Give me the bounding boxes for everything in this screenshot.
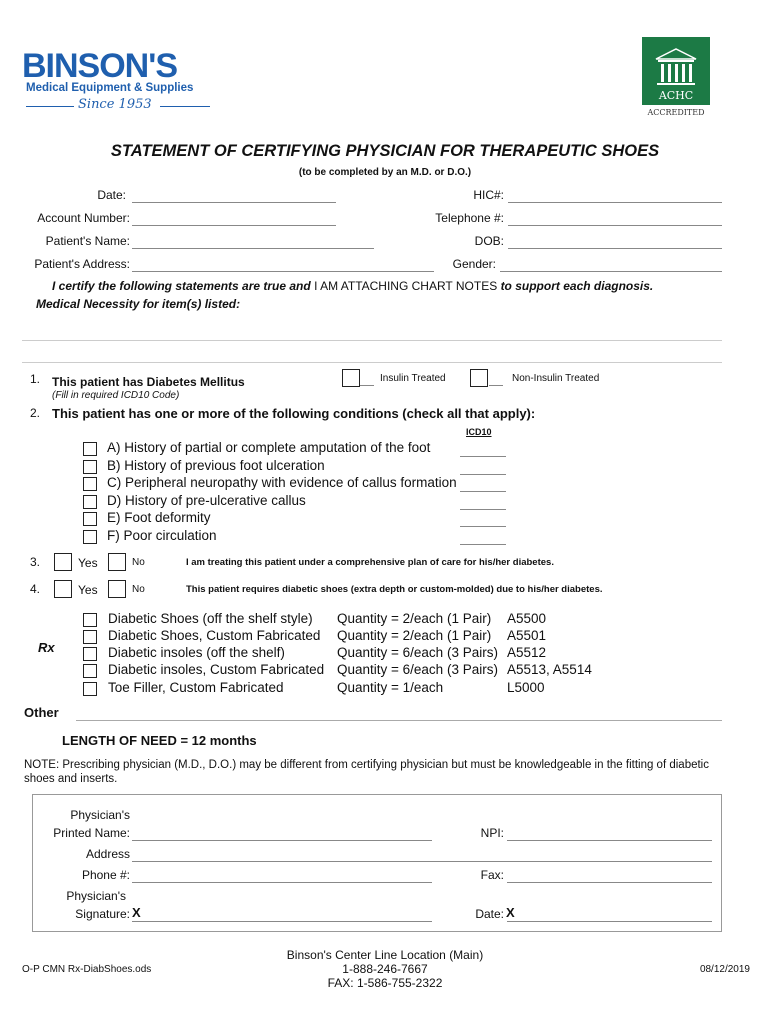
rx-item-1-checkbox[interactable] — [83, 613, 97, 627]
condition-d-checkbox[interactable] — [83, 495, 97, 509]
physician-address-label: Address — [85, 847, 130, 861]
achc-logo — [642, 37, 710, 121]
q3-text: I am treating this patient under a comprehensive plan of care for his/her diabetes. — [186, 557, 554, 568]
length-of-need: LENGTH OF NEED = 12 months — [62, 733, 257, 748]
condition-f-checkbox[interactable] — [83, 530, 97, 544]
non-insulin-treated-checkbox[interactable] — [470, 369, 488, 387]
icd10-header: ICD10 — [466, 427, 492, 437]
npi-label: NPI: — [480, 826, 504, 840]
rx-item-5-checkbox[interactable] — [83, 682, 97, 696]
rx-item-4-code: A5513, A5514 — [507, 662, 592, 677]
condition-e-checkbox[interactable] — [83, 512, 97, 526]
other-field[interactable] — [76, 720, 722, 721]
patient-name-label: Patient's Name: — [45, 234, 130, 248]
achc-label: ACHC — [658, 89, 694, 102]
signature-date-field[interactable] — [507, 921, 712, 922]
logo-rule-left — [26, 106, 74, 107]
patient-address-label: Patient's Address: — [34, 257, 130, 271]
condition-b-checkbox[interactable] — [83, 460, 97, 474]
condition-a-icd-field[interactable] — [460, 456, 506, 457]
q4-yes-checkbox[interactable] — [54, 580, 72, 598]
rx-item-3-checkbox[interactable] — [83, 647, 97, 661]
non-insulin-underline — [489, 385, 503, 386]
building-icon — [642, 41, 710, 93]
rx-item-4-qty: Quantity = 6/each (3 Pairs) — [337, 662, 498, 677]
condition-a-label: A) History of partial or complete amputation of the foot — [107, 440, 431, 455]
account-number-label: Account Number: — [37, 211, 130, 225]
condition-c-icd-field[interactable] — [460, 491, 506, 492]
physician-signature-label-2: Signature: — [75, 907, 130, 921]
condition-e-label: E) Foot deformity — [107, 510, 211, 525]
rx-item-4-label: Diabetic insoles, Custom Fabricated — [108, 662, 325, 677]
physician-printed-name-label-2: Printed Name: — [53, 826, 130, 840]
dob-field[interactable] — [508, 248, 722, 249]
condition-b-icd-field[interactable] — [460, 474, 506, 475]
footer-form-id: O-P CMN Rx-DiabShoes.ods — [22, 964, 152, 975]
insulin-underline — [360, 385, 374, 386]
rx-item-2-qty: Quantity = 2/each (1 Pair) — [337, 628, 492, 643]
achc-badge — [642, 37, 710, 105]
condition-b-label: B) History of previous foot ulceration — [107, 458, 325, 473]
insulin-treated-checkbox[interactable] — [342, 369, 360, 387]
q4-no-label: No — [132, 584, 145, 595]
logo-since: Since 1953 — [78, 97, 152, 112]
condition-e-icd-field[interactable] — [460, 526, 506, 527]
rx-item-3-qty: Quantity = 6/each (3 Pairs) — [337, 645, 498, 660]
footer-location: Binson's Center Line Location (Main) — [286, 948, 484, 962]
q2-number: 2. — [30, 406, 41, 420]
physician-fax-label: Fax: — [480, 868, 504, 882]
date-label: Date: — [97, 188, 126, 202]
q1-label: This patient has Diabetes Mellitus — [52, 375, 245, 389]
rx-item-3-label: Diabetic insoles (off the shelf) — [108, 645, 285, 660]
form-subtitle: (to be completed by an M.D. or D.O.) — [298, 167, 472, 178]
rx-item-5-label: Toe Filler, Custom Fabricated — [108, 680, 284, 695]
rx-item-2-code: A5501 — [507, 628, 547, 643]
gender-field[interactable] — [500, 271, 722, 272]
q3-yes-label: Yes — [78, 556, 98, 570]
telephone-label: Telephone #: — [435, 211, 504, 225]
account-number-field[interactable] — [132, 225, 336, 226]
physician-printed-name-label-1: Physician's — [70, 808, 130, 822]
rx-item-1-label: Diabetic Shoes (off the shelf style) — [108, 611, 313, 626]
condition-c-label: C) Peripheral neuropathy with evidence of callus formation — [107, 475, 457, 490]
q4-no-checkbox[interactable] — [108, 580, 126, 598]
logo-subtitle: Medical Equipment & Supplies — [26, 82, 194, 94]
physician-signature-label-1: Physician's — [66, 889, 126, 903]
prescribing-note: NOTE: Prescribing physician (M.D., D.O.) may be different from certifying physician but must be knowledgeable in the fitting of diabetic shoes and inserts. — [24, 759, 709, 785]
logo-text: BINSON'S — [22, 47, 177, 85]
physician-address-field[interactable] — [132, 861, 712, 862]
q1-number: 1. — [30, 372, 41, 386]
footer-date: 08/12/2019 — [699, 964, 750, 975]
rx-item-3-code: A5512 — [507, 645, 547, 660]
q3-no-checkbox[interactable] — [108, 553, 126, 571]
q2-label: This patient has one or more of the following conditions (check all that apply): — [52, 406, 536, 421]
physician-phone-field[interactable] — [132, 882, 432, 883]
telephone-field[interactable] — [508, 225, 722, 226]
insulin-treated-label: Insulin Treated — [380, 373, 446, 384]
form-title: STATEMENT OF CERTIFYING PHYSICIAN FOR THERAPEUTIC SHOES — [110, 142, 660, 160]
date-field[interactable] — [132, 202, 336, 203]
medical-necessity-line-1[interactable] — [22, 340, 722, 341]
rx-label: Rx — [38, 640, 55, 655]
condition-f-label: F) Poor circulation — [107, 528, 217, 543]
condition-d-label: D) History of pre-ulcerative callus — [107, 493, 306, 508]
signature-date-label: Date: — [475, 907, 504, 921]
physician-signature-field[interactable] — [132, 921, 432, 922]
medical-necessity-line-2[interactable] — [22, 362, 722, 363]
q3-number: 3. — [30, 555, 41, 569]
q4-text: This patient requires diabetic shoes (extra depth or custom-molded) due to his/her diabetes. — [186, 584, 603, 595]
footer-phone: 1-888-246-7667 — [342, 962, 428, 976]
footer-fax: FAX: 1-586-755-2322 — [327, 976, 443, 990]
q3-no-label: No — [132, 557, 145, 568]
hic-field[interactable] — [508, 202, 722, 203]
rx-item-1-qty: Quantity = 2/each (1 Pair) — [337, 611, 492, 626]
physician-printed-name-field[interactable] — [132, 840, 432, 841]
condition-f-icd-field[interactable] — [460, 544, 506, 545]
logo-rule-right — [160, 106, 210, 107]
patient-name-field[interactable] — [132, 248, 374, 249]
rx-item-4-checkbox[interactable] — [83, 664, 97, 678]
condition-d-icd-field[interactable] — [460, 509, 506, 510]
q3-yes-checkbox[interactable] — [54, 553, 72, 571]
binsons-logo — [22, 48, 222, 118]
certify-statement — [52, 279, 752, 293]
certify-part1: I certify the following statements are true and — [52, 279, 311, 293]
gender-label: Gender: — [452, 257, 496, 271]
rx-item-2-checkbox[interactable] — [83, 630, 97, 644]
npi-field[interactable] — [507, 840, 712, 841]
non-insulin-treated-label: Non-Insulin Treated — [512, 373, 600, 384]
physician-fax-field[interactable] — [507, 882, 712, 883]
certify-part2: I AM ATTACHING CHART NOTES — [314, 279, 498, 293]
hic-label: HIC#: — [473, 188, 504, 202]
other-label: Other — [24, 705, 59, 720]
achc-accredited: ACCREDITED — [647, 108, 705, 117]
physician-phone-label: Phone #: — [81, 868, 130, 882]
condition-a-checkbox[interactable] — [83, 442, 97, 456]
medical-necessity-label: Medical Necessity for item(s) listed: — [36, 297, 241, 311]
rx-item-5-code: L5000 — [507, 680, 545, 695]
signature-x-mark: X — [132, 905, 141, 920]
q1-note: (Fill in required ICD10 Code) — [52, 390, 180, 401]
rx-item-2-label: Diabetic Shoes, Custom Fabricated — [108, 628, 321, 643]
date-x-mark: X — [506, 905, 515, 920]
patient-address-field[interactable] — [132, 271, 434, 272]
rx-item-5-qty: Quantity = 1/each — [337, 680, 444, 695]
dob-label: DOB: — [474, 234, 504, 248]
q4-number: 4. — [30, 582, 41, 596]
certify-part3: to support each diagnosis. — [500, 279, 654, 293]
condition-c-checkbox[interactable] — [83, 477, 97, 491]
q4-yes-label: Yes — [78, 583, 98, 597]
rx-item-1-code: A5500 — [507, 611, 547, 626]
